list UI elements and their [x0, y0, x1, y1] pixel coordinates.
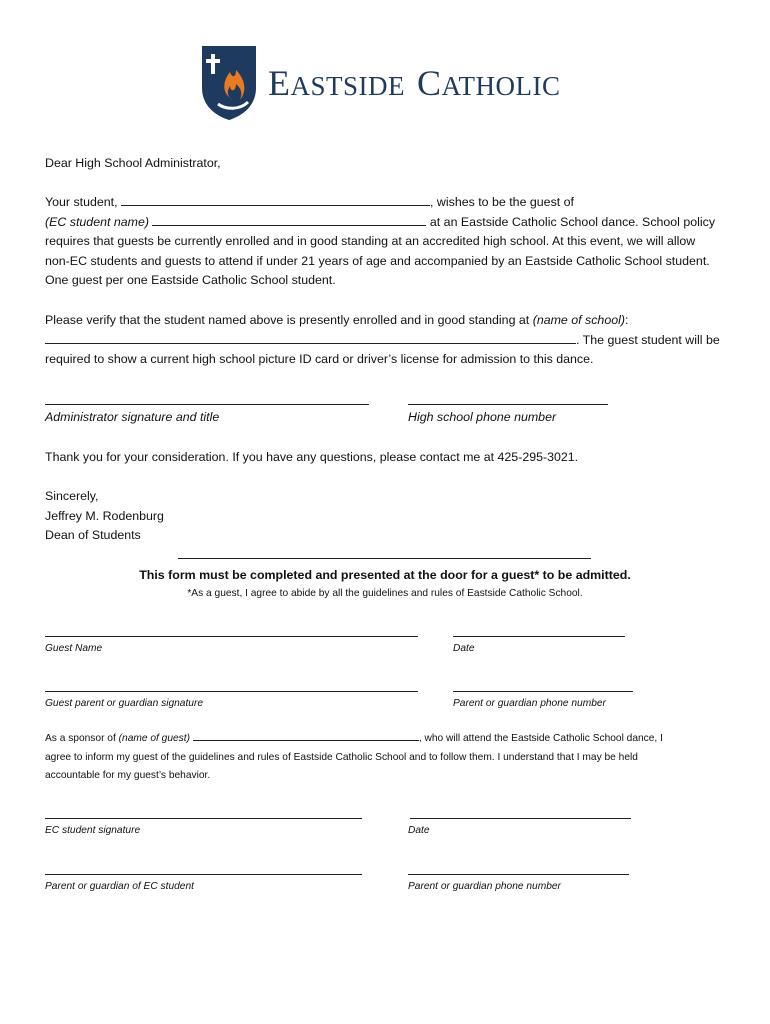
ec-student-signature-line[interactable]: [45, 818, 362, 819]
ec-date-line[interactable]: [410, 818, 631, 819]
ec-parent-label: Parent or guardian of EC student: [45, 881, 194, 892]
signer-title: Dean of Students: [45, 528, 141, 542]
hs-phone-line[interactable]: [408, 404, 608, 405]
sponsor-paragraph: As a sponsor of (name of guest) , who will attend the Eastside Catholic School dance, I agree to inform my guest of the guidelines and rules of Eastside Catholic School and to follow them. I understand that I may be held accountable for my guest’s behavior.: [45, 730, 731, 786]
ec-student-signature-label: EC student signature: [45, 825, 141, 836]
admin-signature-label: Administrator signature and title: [45, 410, 220, 424]
admin-signature-line[interactable]: [45, 404, 369, 405]
guest-name-blank[interactable]: [193, 730, 419, 741]
ec-parent-phone-label: Parent or guardian phone number: [408, 881, 561, 892]
shield-icon: [200, 44, 258, 127]
paragraph-student: Your student, , wishes to be the guest of (EC student name) at an Eastside Catholic School dance. School policy requires that guests be currently enrolled and in good standing at an accredited high school. At this event, we will allow non-EC students and guests to attend if under 21 years of age and accompanied by an Eastside Catholic School student. One guest per one Eastside Catholic School student.: [45, 195, 716, 287]
guest-form-heading: This form must be completed and presented at the door for a guest* to be admitted.: [139, 568, 631, 582]
guardian-signature-label: Guest parent or guardian signature: [45, 698, 204, 709]
paragraph-verify: Please verify that the student named above is presently enrolled and in good standing at (name of school): . The guest student will be required to show a current high school picture ID card or driver’s license for admission to this dance.: [45, 313, 720, 366]
ec-parent-line[interactable]: [45, 874, 362, 875]
guest-name-line[interactable]: [45, 636, 418, 637]
ec-parent-phone-line[interactable]: [408, 874, 629, 875]
student-name-blank[interactable]: [121, 193, 430, 206]
guest-date-label: Date: [453, 643, 475, 654]
guest-agreement: *As a guest, I agree to abide by all the guidelines and rules of Eastside Catholic School.: [187, 588, 583, 599]
section-divider: [178, 558, 591, 559]
guest-name-label: Guest Name: [45, 643, 103, 654]
guardian-phone-line[interactable]: [453, 691, 633, 692]
hs-phone-label: High school phone number: [408, 410, 557, 424]
signer-name: Jeffrey M. Rodenburg: [45, 509, 164, 523]
ec-student-name-label: (EC student name): [45, 214, 149, 229]
guardian-phone-label: Parent or guardian phone number: [453, 698, 606, 709]
greeting: Dear High School Administrator,: [45, 156, 221, 170]
school-name-blank[interactable]: [45, 331, 576, 344]
p1-text: Your student,: [45, 195, 118, 209]
school-logo: [186, 42, 586, 126]
school-name: EASTSIDE CATHOLIC: [268, 63, 561, 103]
guest-date-line[interactable]: [453, 636, 625, 637]
closing: Sincerely,: [45, 489, 99, 503]
guardian-signature-line[interactable]: [45, 691, 418, 692]
ec-student-name-blank[interactable]: [152, 213, 426, 226]
thanks-text: Thank you for your consideration. If you have any questions, please contact me at 425-295-3021.: [45, 450, 579, 464]
ec-date-label: Date: [408, 825, 430, 836]
